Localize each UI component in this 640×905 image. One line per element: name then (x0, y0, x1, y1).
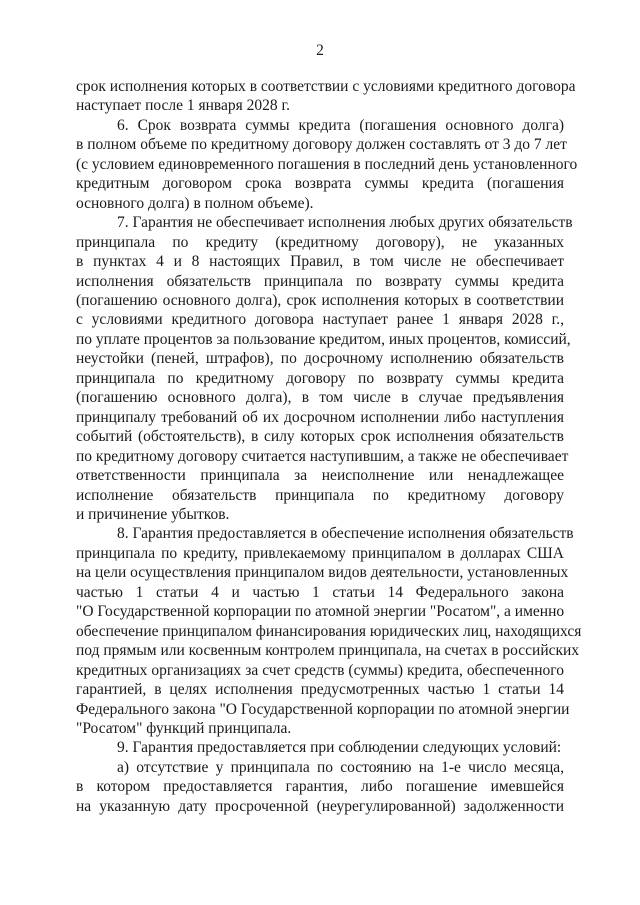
text-line: Федерального закона "О Государственной корпорации по атомной энергии (76, 700, 570, 718)
text-line: в пунктах 4 и 8 настоящих Правил, в том числе не обеспечивает (76, 253, 564, 271)
text-line: принципала по кредитному договору по возврату суммы кредита (76, 369, 564, 387)
text-line: принципалу требований об их досрочном исполнении либо наступления (76, 408, 564, 426)
text-line: а) отсутствие у принципала по состоянию на 1-е число месяца, (117, 758, 564, 776)
text-line: и причинение убытков. (76, 505, 230, 523)
text-line: 8. Гарантия предоставляется в обеспечение исполнения обязательств (117, 525, 574, 543)
text-line: срок исполнения которых в соответствии с условиями кредитного договора (76, 78, 576, 95)
text-line: на цели осуществления принципалом видов деятельности, установленных (76, 564, 569, 582)
text-line: кредитным договором срока возврата суммы кредита (погашения (76, 175, 564, 193)
text-line: на указанную дату просроченной (неурегулированной) задолженности (76, 797, 564, 815)
text-line: (погашению основного долга), срок исполнения которых в соответствии (76, 291, 564, 309)
text-line: 9. Гарантия предоставляется при соблюдении следующих условий: (117, 739, 562, 757)
text-line: кредитных организациях за счет средств (суммы) кредита, обеспеченного (76, 661, 564, 679)
text-line: 7. Гарантия не обеспечивает исполнения любых других обязательств (117, 214, 573, 232)
text-line: (с условием единовременного погашения в последний день установленного (76, 155, 578, 173)
text-line: принципала по кредиту, привлекаемому принципалом в долларах США (76, 544, 564, 562)
text-line: с условиями кредитного договора наступает ранее 1 января 2028 г., (76, 311, 564, 329)
text-line: в полном объеме по кредитному договору должен составлять от 3 до 7 лет (76, 136, 567, 154)
document-body (76, 77, 582, 816)
text-line: ответственности принципала за неисполнение или ненадлежащее (76, 467, 564, 485)
text-line: 6. Срок возврата суммы кредита (погашения основного долга) (117, 116, 564, 134)
text-line: принципала по кредиту (кредитному договору), не указанных (76, 233, 564, 251)
text-line: исполнение обязательств принципала по кредитному договору (76, 486, 564, 504)
text-line: по уплате процентов за пользование кредитом, иных процентов, комиссий, (76, 330, 571, 348)
text-line: под прямым или косвенным контролем принципала, на счетах в российских (76, 642, 580, 660)
text-line: частью 1 статьи 4 и частью 1 статьи 14 Федерального закона (76, 583, 564, 601)
text-line: в котором предоставляется гарантия, либо погашение имевшейся (76, 778, 564, 796)
text-line: неустойки (пеней, штрафов), по досрочному исполнению обязательств (76, 350, 564, 368)
text-line: основного долга) в полном объеме). (76, 194, 314, 212)
text-line: (погашению основного долга), в том числе в случае предъявления (76, 389, 564, 407)
text-line: исполнения обязательств принципала по возврату суммы кредита (76, 272, 564, 290)
text-line: наступает после 1 января 2028 г. (76, 97, 291, 115)
text-line: "Росатом" функций принципала. (76, 719, 292, 737)
text-line: "О Государственной корпорации по атомной энергии "Росатом", а именно (76, 603, 565, 621)
page-number: 2 (316, 42, 324, 59)
text-line: обеспечение принципалом финансирования юридических лиц, находящихся (76, 622, 582, 640)
text-line: гарантией, в целях исполнения предусмотренных частью 1 статьи 14 (76, 681, 564, 699)
text-line: по кредитному договору считается наступившим, а также не обеспечивает (76, 447, 569, 465)
text-line: событий (обстоятельств), в силу которых срок исполнения обязательств (76, 428, 564, 446)
